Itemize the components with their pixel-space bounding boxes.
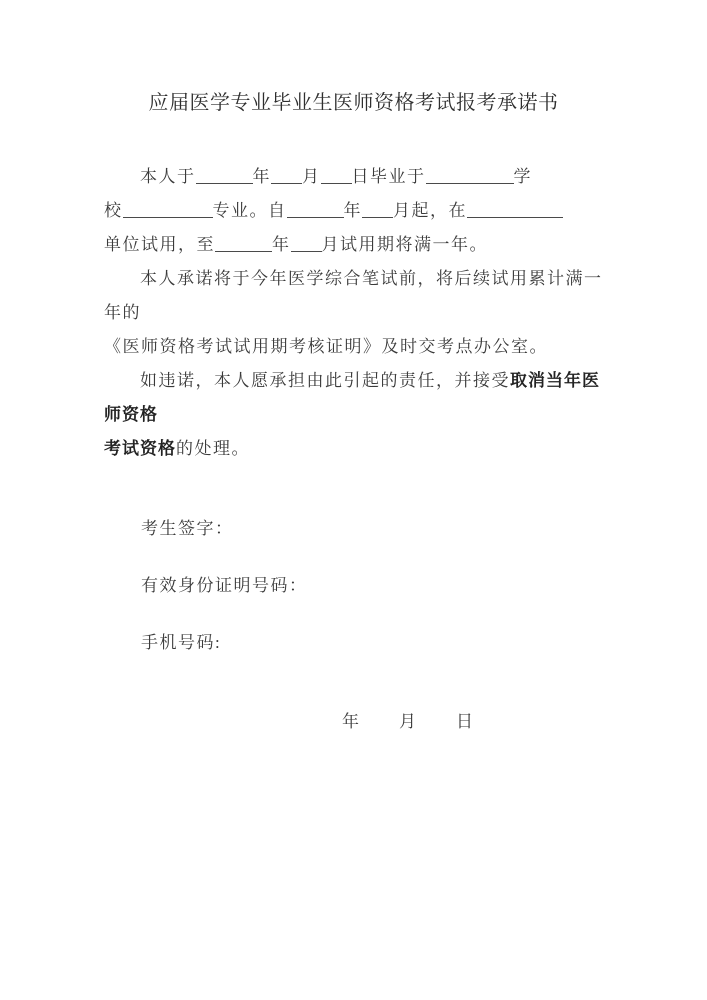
blank-end-year xyxy=(215,237,272,252)
blank-end-month xyxy=(291,237,322,252)
phone-number-label: 手机号码: xyxy=(141,633,222,652)
page-title: 应届医学专业毕业生医师资格考试报考承诺书 xyxy=(148,92,559,114)
p2-line-1: 本人承诺将于今年医学综合笔试前，将后续试用累计满一年的 xyxy=(104,269,603,322)
blank-school-name xyxy=(426,169,514,184)
p1-text-10: 单位试用，至 xyxy=(104,235,215,254)
p1-text-8: 年 xyxy=(343,201,362,220)
date-day-label: 日 xyxy=(456,712,473,731)
blank-major xyxy=(123,203,213,218)
p1-text-9: 月起，在 xyxy=(393,201,467,220)
p1-text-3: 月 xyxy=(302,167,321,186)
paragraph-penalty xyxy=(104,364,606,466)
p1-text-4: 日毕业于 xyxy=(351,167,426,186)
candidate-signature-label: 考生签字： xyxy=(141,519,234,538)
blank-workplace xyxy=(467,203,563,218)
p1-text-2: 年 xyxy=(252,167,271,186)
p1-text-6: 校 xyxy=(104,201,123,220)
p1-text-5: 学 xyxy=(513,167,532,186)
p3-text-bold-2: 考试资格 xyxy=(104,439,176,458)
paragraph-commitment xyxy=(104,262,606,364)
blank-start-year xyxy=(287,203,344,218)
p3-text-normal-2: 的处理。 xyxy=(176,439,250,458)
paragraph-graduation-info xyxy=(104,160,606,262)
blank-start-month xyxy=(362,203,393,218)
date-year-label: 年 xyxy=(342,712,359,731)
p2-line-2: 《医师资格考试试用期考核证明》及时交考点办公室。 xyxy=(104,337,548,356)
blank-grad-month xyxy=(271,169,302,184)
id-number-label: 有效身份证明号码： xyxy=(141,576,308,595)
date-line xyxy=(342,707,473,732)
p1-text-12: 月试用期将满一年。 xyxy=(321,235,488,254)
p1-text-1: 本人于 xyxy=(140,167,196,186)
p3-text-bold-1: 取消当年医师资格 xyxy=(104,371,600,424)
p1-text-7: 专业。自 xyxy=(212,201,287,220)
blank-grad-day xyxy=(321,169,352,184)
blank-grad-year xyxy=(196,169,253,184)
document-body xyxy=(104,160,606,466)
date-month-label: 月 xyxy=(399,712,416,731)
p1-text-11: 年 xyxy=(272,235,291,254)
p3-text-normal-1: 如违诺，本人愿承担由此引起的责任，并接受 xyxy=(140,371,510,390)
